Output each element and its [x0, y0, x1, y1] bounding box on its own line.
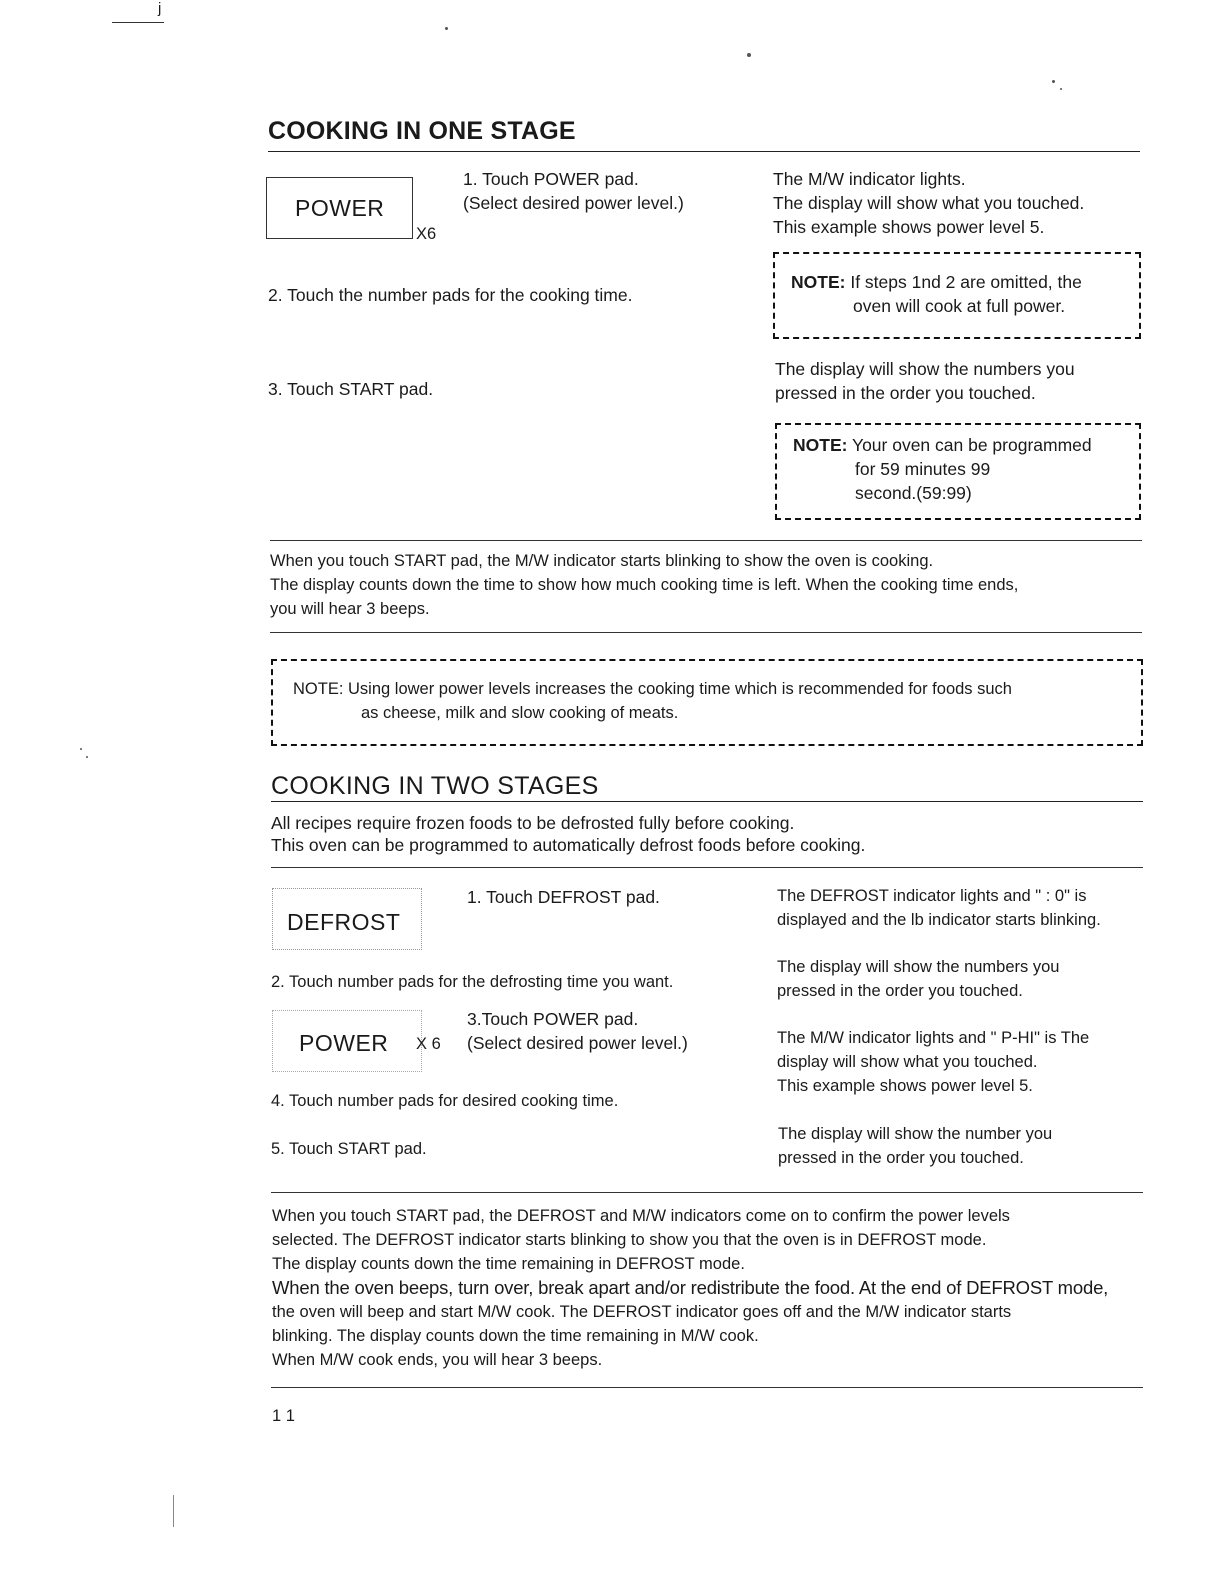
result-line: pressed in the order you touched. — [777, 982, 1023, 1000]
note-label: NOTE: — [793, 435, 848, 455]
power-multiplier: X6 — [416, 225, 437, 243]
power-pad-label: POWER — [295, 195, 385, 221]
summary-line: selected. The DEFROST indicator starts blinking to show you that the oven is in DEFROST mode. — [272, 1231, 987, 1249]
note-label: NOTE: — [293, 680, 344, 698]
divider — [270, 632, 1142, 633]
step-1-text: 1. Touch DEFROST pad. — [467, 887, 660, 907]
note-box — [773, 252, 1141, 339]
summary-line: When you touch START pad, the M/W indicator starts blinking to show the oven is cooking. — [270, 552, 934, 570]
power-pad — [266, 177, 413, 239]
two-stages-intro — [271, 812, 865, 856]
step-3-line: (Select desired power level.) — [467, 1033, 688, 1053]
note-line: for 59 minutes 99 — [855, 459, 991, 479]
result-line: pressed in the order you touched. — [775, 383, 1036, 403]
note-line: Using lower power levels increases the cooking time which is recommended for foods such — [348, 680, 1012, 698]
note-line: If steps 1nd 2 are omitted, the — [850, 272, 1082, 292]
wide-note-box — [271, 659, 1143, 746]
result-line: This example shows power level 5. — [773, 217, 1045, 237]
heading-rule — [268, 151, 1140, 152]
speck — [86, 756, 88, 758]
note-text — [293, 677, 1012, 725]
step-2-result — [777, 955, 1059, 1003]
step-4-text: 4. Touch number pads for desired cooking time. — [271, 1092, 619, 1110]
summary-line: the oven will beep and start M/W cook. The DEFROST indicator goes off and the M/W indicator starts — [272, 1303, 1012, 1321]
step-1-line: 1. Touch POWER pad. — [463, 169, 639, 189]
step-3-result — [775, 357, 1075, 405]
result-line: This example shows power level 5. — [777, 1077, 1033, 1095]
page-number: 1 1 — [272, 1407, 295, 1425]
section-heading-one-stage: COOKING IN ONE STAGE — [268, 117, 576, 145]
result-line: The display will show the numbers you — [775, 359, 1075, 379]
power-pad-label: POWER — [299, 1030, 389, 1056]
note-line: second.(59:99) — [855, 483, 972, 503]
divider — [271, 1192, 1143, 1193]
result-line: The M/W indicator lights. — [773, 169, 966, 189]
step-3-text: 3. Touch START pad. — [268, 379, 434, 399]
summary-line: The display counts down the time to show how much cooking time is left. When the cooking time ends, — [270, 576, 1019, 594]
intro-line: All recipes require frozen foods to be defrosted fully before cooking. — [271, 813, 795, 833]
corner-mark — [112, 4, 164, 23]
divider — [271, 1387, 1143, 1388]
intro-line: This oven can be programmed to automatically defrost foods before cooking. — [271, 835, 866, 855]
step-1-text — [463, 167, 684, 215]
speck — [80, 748, 82, 750]
step-3-text — [467, 1007, 688, 1055]
power-pad — [272, 1010, 422, 1072]
defrost-pad — [272, 888, 422, 950]
result-line: The display will show what you touched. — [773, 193, 1085, 213]
result-line: The display will show the number you — [778, 1125, 1053, 1143]
corner-mark-glyph: j — [158, 0, 162, 17]
speck — [445, 27, 448, 30]
step-5-text: 5. Touch START pad. — [271, 1140, 427, 1158]
step-3-result — [777, 1026, 1089, 1098]
result-line: The DEFROST indicator lights and " : 0" is — [777, 887, 1087, 905]
step-2-text: 2. Touch the number pads for the cooking time. — [268, 285, 633, 305]
one-stage-summary — [270, 549, 1018, 621]
summary-line: blinking. The display counts down the time remaining in M/W cook. — [272, 1327, 759, 1345]
speck — [1052, 80, 1055, 83]
heading-rule — [271, 801, 1143, 802]
step-3-line: 3.Touch POWER pad. — [467, 1009, 639, 1029]
summary-line: When the oven beeps, turn over, break apart and/or redistribute the food. At the end of DEFROST mode, — [272, 1277, 1109, 1298]
power-multiplier: X 6 — [416, 1035, 441, 1053]
step-1-result — [773, 167, 1084, 239]
two-stages-summary — [272, 1204, 1108, 1372]
note-text — [793, 433, 1092, 505]
result-line: displayed and the lb indicator starts blinking. — [777, 911, 1101, 929]
result-line: display will show what you touched. — [777, 1053, 1038, 1071]
note-line: Your oven can be programmed — [852, 435, 1092, 455]
note-line: as cheese, milk and slow cooking of meats. — [361, 704, 679, 722]
step-5-result — [778, 1122, 1052, 1170]
note-label: NOTE: — [791, 272, 846, 292]
section-heading-two-stages: COOKING IN TWO STAGES — [271, 772, 599, 800]
summary-line: When M/W cook ends, you will hear 3 beeps. — [272, 1351, 603, 1369]
note-line: oven will cook at full power. — [853, 296, 1066, 316]
summary-line: When you touch START pad, the DEFROST and M/W indicators come on to confirm the power levels — [272, 1207, 1010, 1225]
defrost-pad-label: DEFROST — [287, 909, 401, 935]
divider — [270, 540, 1142, 541]
step-1-line: (Select desired power level.) — [463, 193, 684, 213]
speck — [747, 53, 751, 57]
step-2-text: 2. Touch number pads for the defrosting time you want. — [271, 973, 674, 991]
note-text — [791, 270, 1082, 318]
result-line: The display will show the numbers you — [777, 958, 1060, 976]
result-line: pressed in the order you touched. — [778, 1149, 1024, 1167]
summary-line: you will hear 3 beeps. — [270, 600, 430, 618]
result-line: The M/W indicator lights and " P-HI" is The — [777, 1029, 1090, 1047]
speck — [1060, 88, 1062, 90]
margin-line — [173, 1495, 174, 1527]
summary-line: The display counts down the time remaining in DEFROST mode. — [272, 1255, 745, 1273]
note-box — [775, 423, 1141, 520]
divider — [271, 867, 1143, 868]
step-1-result — [777, 884, 1101, 932]
